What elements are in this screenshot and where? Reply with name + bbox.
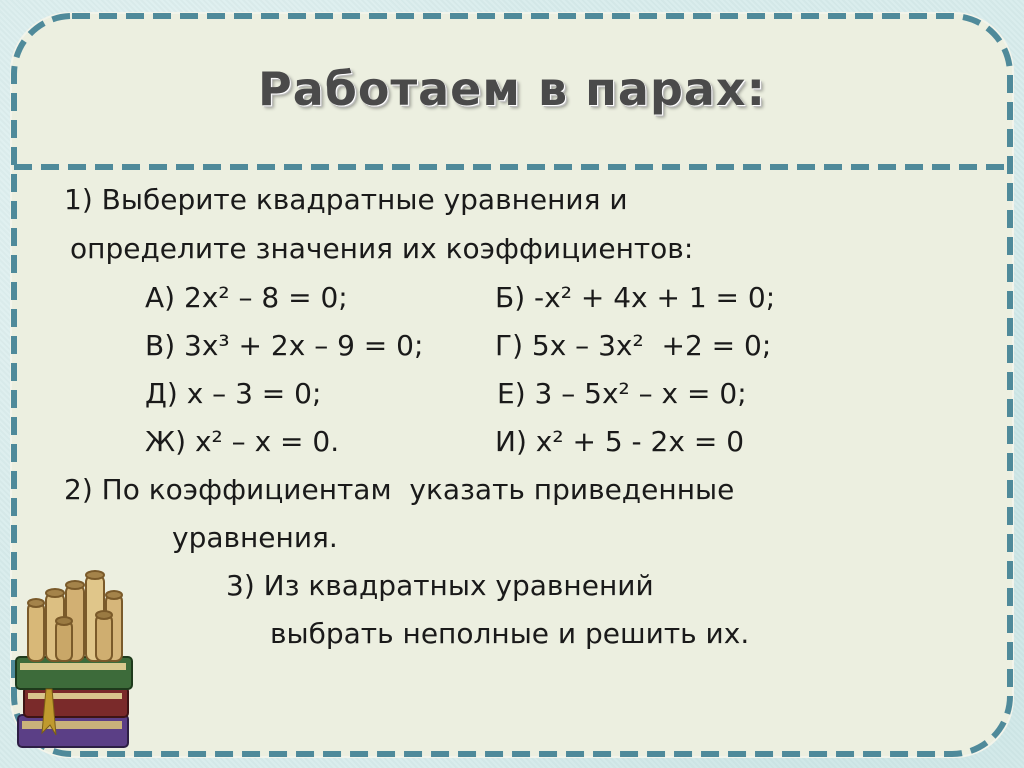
slide-title: Работаем в парах: <box>258 62 766 116</box>
task3-line2: выбрать неполные и решить их. <box>270 617 750 650</box>
scrolls-and-books-icon <box>12 565 142 755</box>
task2-line2: уравнения. <box>172 521 338 554</box>
equation-i: И) х² + 5 - 2х = 0 <box>495 425 745 458</box>
equation-zh: Ж) х² – х = 0. <box>145 425 340 458</box>
equation-a: А) 2х² – 8 = 0; <box>145 281 348 314</box>
equation-b: Б) -х² + 4х + 1 = 0; <box>495 281 776 314</box>
task3-line1: 3) Из квадратных уравнений <box>226 569 654 602</box>
task1-line2: определите значения их коэффициентов: <box>70 232 694 265</box>
equation-g: Г) 5х – 3х² +2 = 0; <box>495 329 772 362</box>
task2-line1: 2) По коэффициентам указать приведенные <box>64 473 735 506</box>
equation-e: Е) 3 – 5х² – х = 0; <box>497 377 747 410</box>
equation-v: В) 3х³ + 2х – 9 = 0; <box>145 329 424 362</box>
task1-line1: 1) Выберите квадратные уравнения и <box>64 183 628 216</box>
equation-d: Д) х – 3 = 0; <box>145 377 322 410</box>
